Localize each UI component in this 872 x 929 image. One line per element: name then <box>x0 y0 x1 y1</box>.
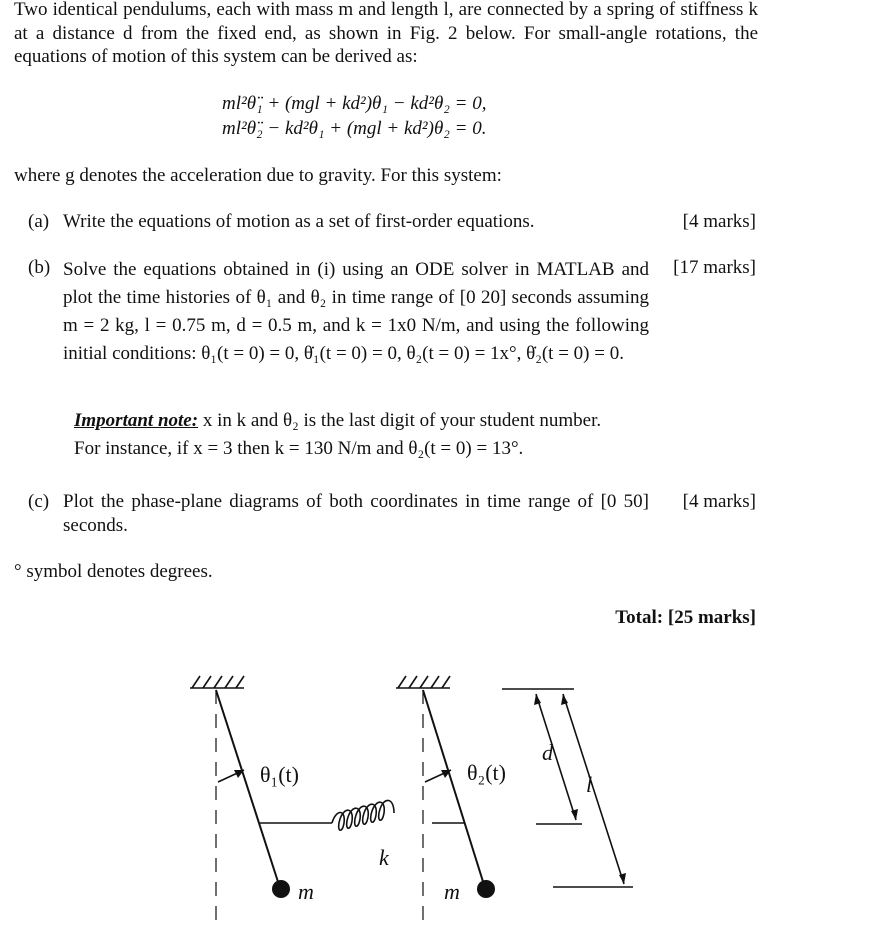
degree-symbol-note: ° symbol denotes degrees. <box>14 561 213 582</box>
question-b-label: (b) <box>28 257 51 278</box>
d-arrowhead-top <box>534 694 541 705</box>
right-ceiling-hatch <box>398 676 450 688</box>
equation-2: ml²θ̈₂ − kd²θ₁ + (mgl + kd²)θ₂ = 0. <box>222 118 487 139</box>
note-heading: Important note: <box>74 410 199 431</box>
spring-coil <box>332 800 394 830</box>
right-pendulum-rod <box>423 690 485 888</box>
question-a-marks: [4 marks] <box>682 211 756 232</box>
question-a-label: (a) <box>28 211 50 232</box>
theta1-label: θ₁(t) <box>260 762 299 787</box>
question-c-marks: [4 marks] <box>682 491 756 512</box>
left-pendulum-rod <box>216 690 280 888</box>
d-label: d <box>542 740 553 765</box>
theta2-label: θ₂(t) <box>467 760 506 785</box>
right-mass-label: m <box>444 879 460 904</box>
question-b-marks: [17 marks] <box>673 257 756 278</box>
left-mass <box>272 880 290 898</box>
total-marks: Total: [25 marks] <box>615 607 756 628</box>
d-arrowhead-bottom <box>571 809 578 820</box>
l-arrowhead-bottom <box>619 873 626 884</box>
problem-intro: Two identical pendulums, each with mass m and length l, are connected by a spring of stiffness k at a distance d from the fixed end, as shown in Fig. 2 below. For small-angle rotations, the equations of motion of this system can be derived as: <box>14 0 758 67</box>
l-arrow-line <box>563 694 624 884</box>
note-line-2: For instance, if x = 3 then k = 130 N/m and θ₂(t = 0) = 13°. <box>74 437 524 459</box>
equation-1: ml²θ̈₁ + (mgl + kd²)θ₁ − kd²θ₂ = 0, <box>222 93 487 114</box>
question-c-label: (c) <box>28 491 50 512</box>
l-label: l <box>586 772 593 797</box>
question-a-text: Write the equations of motion as a set of first-order equations. <box>63 211 535 232</box>
l-arrowhead-top <box>561 694 568 705</box>
left-ceiling-hatch <box>192 676 244 688</box>
spring-k-label: k <box>379 845 389 870</box>
left-mass-label: m <box>298 879 314 904</box>
question-b-text: Solve the equations obtained in (i) using an ODE solver in MATLAB and plot the time histories of θ₁ and θ₂ in time range of [0 20] seconds assuming m = 2 kg, l = 0.75 m, d = 0.5 m, and k = 1x0 N/m, and using the following initial conditions: θ₁(t = 0) = 0, θ̇₁(t = 0) = 0, θ₂(t = 0) = 1x°, θ̇₂(t = 0) = 0. <box>63 259 649 364</box>
right-mass <box>477 880 495 898</box>
question-c-text: Plot the phase-plane diagrams of both coordinates in time range of [0 50] seconds. <box>63 491 649 536</box>
note-line-1-text: x in k and θ₂ is the last digit of your student number. <box>198 410 602 431</box>
where-text: where g denotes the acceleration due to gravity. For this system: <box>14 165 502 186</box>
